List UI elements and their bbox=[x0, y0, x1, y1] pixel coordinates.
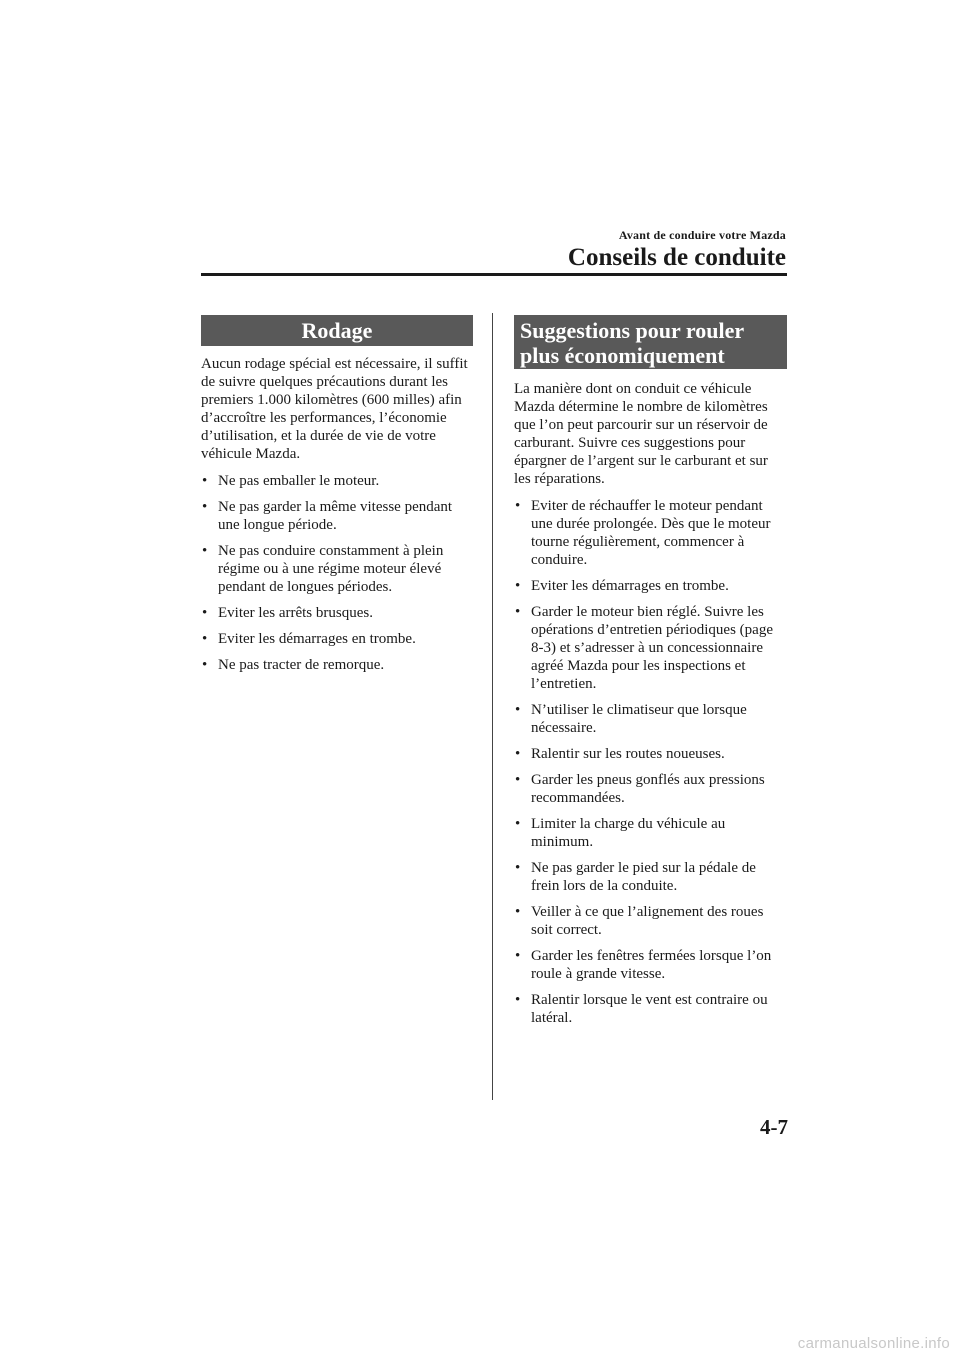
bullet-icon: • bbox=[202, 499, 208, 515]
list-item-text: Garder le moteur bien réglé. Suivre les opérations d’entretien périodiques (page 8-3) et s’adresser à un concessionnaire agréé Mazda pour les inspections et l’entretien. bbox=[531, 604, 773, 692]
list-item bbox=[201, 604, 473, 622]
list-item-text: Ne pas garder la même vitesse pendant une longue période. bbox=[218, 499, 453, 533]
bullet-icon: • bbox=[515, 860, 521, 876]
list-item bbox=[514, 991, 787, 1027]
section-heading-suggestions bbox=[514, 315, 787, 369]
list-item-text: Ne pas conduire constamment à plein régime ou à une régime moteur élevé pendant de longues périodes. bbox=[218, 543, 444, 595]
list-item bbox=[514, 603, 787, 693]
list-item-text: Garder les pneus gonflés aux pressions recommandées. bbox=[531, 772, 765, 806]
bullet-icon: • bbox=[202, 473, 208, 489]
list-item bbox=[514, 577, 787, 595]
bullet-icon: • bbox=[515, 772, 521, 788]
bullet-icon: • bbox=[202, 543, 208, 559]
list-item-text: Ne pas emballer le moteur. bbox=[218, 473, 380, 489]
list-item-text: Garder les fenêtres fermées lorsque l’on roule à grande vitesse. bbox=[531, 948, 772, 982]
list-item bbox=[201, 542, 473, 596]
page-number: 4-7 bbox=[760, 1115, 788, 1139]
list-item bbox=[514, 903, 787, 939]
list-item-text: Limiter la charge du véhicule au minimum. bbox=[531, 816, 726, 850]
list-item-text: Eviter les démarrages en trombe. bbox=[531, 578, 729, 594]
bullet-list-suggestions bbox=[514, 497, 787, 1027]
list-item-text: Eviter les arrêts brusques. bbox=[218, 605, 373, 621]
section-heading-rodage: Rodage bbox=[201, 315, 473, 346]
list-item bbox=[514, 859, 787, 895]
section-heading-line-1: Suggestions pour rouler bbox=[520, 318, 745, 343]
bullet-icon: • bbox=[515, 992, 521, 1008]
list-item bbox=[201, 472, 473, 490]
bullet-list-rodage bbox=[201, 472, 473, 674]
list-item-text: N’utiliser le climatiseur que lorsque nécessaire. bbox=[531, 702, 747, 736]
list-item bbox=[514, 815, 787, 851]
bullet-icon: • bbox=[202, 605, 208, 621]
list-item bbox=[201, 498, 473, 534]
bullet-icon: • bbox=[515, 816, 521, 832]
bullet-icon: • bbox=[515, 702, 521, 718]
list-item-text: Eviter de réchauffer le moteur pendant une durée prolongée. Dès que le moteur tourne régulièrement, commencer à conduire. bbox=[531, 498, 771, 568]
column-divider bbox=[492, 313, 493, 1100]
list-item bbox=[201, 630, 473, 648]
list-item bbox=[514, 771, 787, 807]
list-item bbox=[514, 497, 787, 569]
bullet-icon: • bbox=[202, 657, 208, 673]
running-header-chapter: Avant de conduire votre Mazda bbox=[618, 228, 786, 242]
watermark-text: carmanualsonline.info bbox=[797, 1335, 950, 1352]
running-header-title: Conseils de conduite bbox=[567, 244, 786, 271]
bullet-icon: • bbox=[515, 604, 521, 620]
left-column bbox=[201, 315, 473, 674]
list-item-text: Ralentir sur les routes noueuses. bbox=[531, 746, 725, 762]
bullet-icon: • bbox=[202, 631, 208, 647]
bullet-icon: • bbox=[515, 948, 521, 964]
section-intro-paragraph: Aucun rodage spécial est nécessaire, il suffit de suivre quelques précautions durant les premiers 1.000 kilomètres (600 milles) afin d’accroître les performances, l’économie d’utilisation, et la durée de vie de votre véhicule Mazda. bbox=[201, 356, 468, 462]
list-item-text: Ne pas tracter de remorque. bbox=[218, 657, 385, 673]
list-item-text: Ne pas garder le pied sur la pédale de frein lors de la conduite. bbox=[531, 860, 756, 894]
bullet-icon: • bbox=[515, 904, 521, 920]
header-rule bbox=[201, 273, 787, 276]
list-item-text: Eviter les démarrages en trombe. bbox=[218, 631, 416, 647]
list-item bbox=[514, 947, 787, 983]
list-item-text: Veiller à ce que l’alignement des roues soit correct. bbox=[531, 904, 764, 938]
list-item bbox=[201, 656, 473, 674]
section-heading-line-2: plus économiquement bbox=[520, 343, 725, 368]
list-item-text: Ralentir lorsque le vent est contraire ou latéral. bbox=[531, 992, 768, 1026]
bullet-icon: • bbox=[515, 746, 521, 762]
list-item bbox=[514, 701, 787, 737]
list-item bbox=[514, 745, 787, 763]
right-column bbox=[514, 315, 787, 1027]
bullet-icon: • bbox=[515, 498, 521, 514]
bullet-icon: • bbox=[515, 578, 521, 594]
section-intro-paragraph: La manière dont on conduit ce véhicule Mazda détermine le nombre de kilomètres que l’on peut parcourir sur un réservoir de carburant. Suivre ces suggestions pour épargner de l’argent sur le carburant et sur les réparations. bbox=[514, 381, 768, 487]
